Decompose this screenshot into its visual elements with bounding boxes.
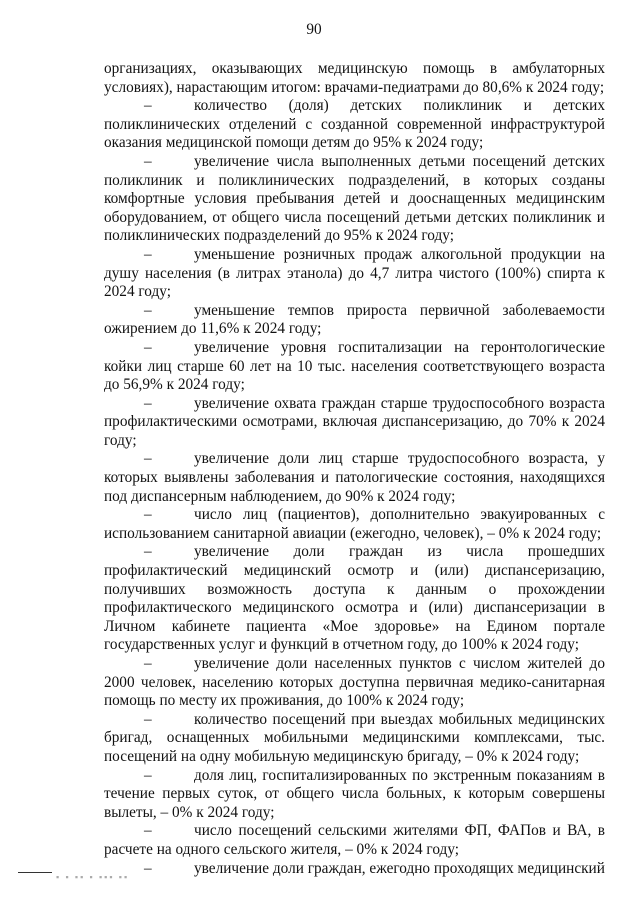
- document-body: [104, 60, 605, 878]
- list-item-text: увеличение числа выполненных детьми посещений детских поликлиник и поликлинических подразделений, в которых созданы комфортные условия пребывания детей и дооснащенных медицинским оборудованием, от общего числа посещений детьми детских поликлиник и поликлинических подразделений до 95% к 2024 году;: [104, 152, 605, 245]
- list-item: [104, 822, 605, 859]
- list-item-text: количество (доля) детских поликлиник и детских поликлинических отделений с созданной современной инфраструктурой оказания медицинской помощи детям до 95% к 2024 году;: [104, 97, 605, 152]
- list-item-dash: –: [144, 766, 152, 784]
- list-item: [104, 711, 605, 767]
- list-item-text: число посещений сельскими жителями ФП, ФАПов и ВА, в расчете на одного сельского жителя, – 0% к 2024 году;: [104, 822, 605, 858]
- list-item-dash: –: [144, 450, 152, 468]
- list-item-text: количество посещений при выездах мобильных медицинских бригад, оснащенных мобильными медицинскими комплексами, тыс. посещений на одну мобильную медицинскую бригаду, – 0% к 2024 году;: [104, 710, 605, 765]
- list-item: [104, 767, 605, 823]
- list-item: [104, 655, 605, 711]
- list-item-text: число лиц (пациентов), дополнительно эвакуированных с использованием санитарной авиации (ежегодно, человек), – 0% к 2024 году;: [104, 506, 605, 542]
- list-item: [104, 543, 605, 655]
- list-item-dash: –: [144, 655, 152, 672]
- footer-stamp-mark: ▪ ▪ ▪▪ ▪ ▪▪▪ ▪▪: [56, 872, 130, 882]
- list-item: [104, 395, 605, 451]
- list-item-dash: –: [144, 543, 152, 561]
- list-item: [104, 302, 605, 339]
- list-item-dash: –: [144, 859, 152, 877]
- list-item-dash: –: [144, 301, 152, 319]
- list-item-text: увеличение уровня госпитализации на геронтологические койки лиц старше 60 лет на 10 тыс. населения соответствующего возраста до 56,9% к 2024 году;: [104, 338, 605, 394]
- continuation-paragraph: организациях, оказывающих медицинскую помощь в амбулаторных условиях), нарастающим итогом: врачами-педиатрами до 80,6% к 2024 году;: [104, 60, 605, 96]
- list-item-text: увеличение доли граждан, ежегодно проходящих медицинский: [194, 859, 605, 877]
- list-item-dash: –: [144, 338, 152, 356]
- list-item: [104, 450, 605, 506]
- list-item-dash: –: [144, 152, 152, 170]
- list-item: [104, 860, 605, 879]
- list-item-dash: –: [144, 394, 152, 412]
- list-item-text: увеличение доли граждан из числа прошедших профилактический медицинский осмотр и (или) диспансеризацию, получивших возможность доступа к данным о прохождении профилактического медицинского осмотра и (или) диспансеризации в Личном кабинете пациента «Мое здоровье» на Едином портале государственных услуг и функций в отчетном году, до 100% к 2024 году;: [104, 543, 605, 654]
- list-item: [104, 246, 605, 302]
- list-item-text: увеличение доли населенных пунктов с числом жителей до 2000 человек, населению которых доступна первичная медико-санитарная помощь по месту их проживания, до 100% к 2024 году;: [104, 655, 605, 710]
- list-item: [104, 153, 605, 246]
- list-item: [104, 339, 605, 395]
- list-item-text: увеличение доли лиц старше трудоспособного возраста, у которых выявлены заболевания и патологические состояния, находящихся под диспансерным наблюдением, до 90% к 2024 году;: [104, 450, 605, 505]
- list-item-dash: –: [144, 245, 152, 263]
- list-item-text: уменьшение темпов прироста первичной заболеваемости ожирением до 11,6% к 2024 году;: [104, 301, 605, 338]
- list-item-text: уменьшение розничных продаж алкогольной продукции на душу населения (в литрах этанола) до 4,7 литра чистого (100%) спирта к 2024 году;: [104, 245, 605, 301]
- list-item: [104, 506, 605, 543]
- list-item-dash: –: [144, 506, 152, 524]
- list-item: [104, 97, 605, 153]
- footer-rule: [18, 872, 52, 873]
- page-number: 90: [306, 21, 322, 38]
- list-item-dash: –: [144, 97, 152, 115]
- indicator-list: [104, 97, 605, 878]
- list-item-text: увеличение охвата граждан старше трудоспособного возраста профилактическими осмотрами, включая диспансеризацию, до 70% к 2024 году;: [104, 394, 605, 449]
- list-item-text: доля лиц, госпитализированных по экстренным показаниям в течение первых суток, от общего числа больных, к которым совершены вылеты, – 0% к 2024 году;: [104, 766, 605, 821]
- list-item-dash: –: [144, 822, 152, 840]
- list-item-dash: –: [144, 710, 152, 728]
